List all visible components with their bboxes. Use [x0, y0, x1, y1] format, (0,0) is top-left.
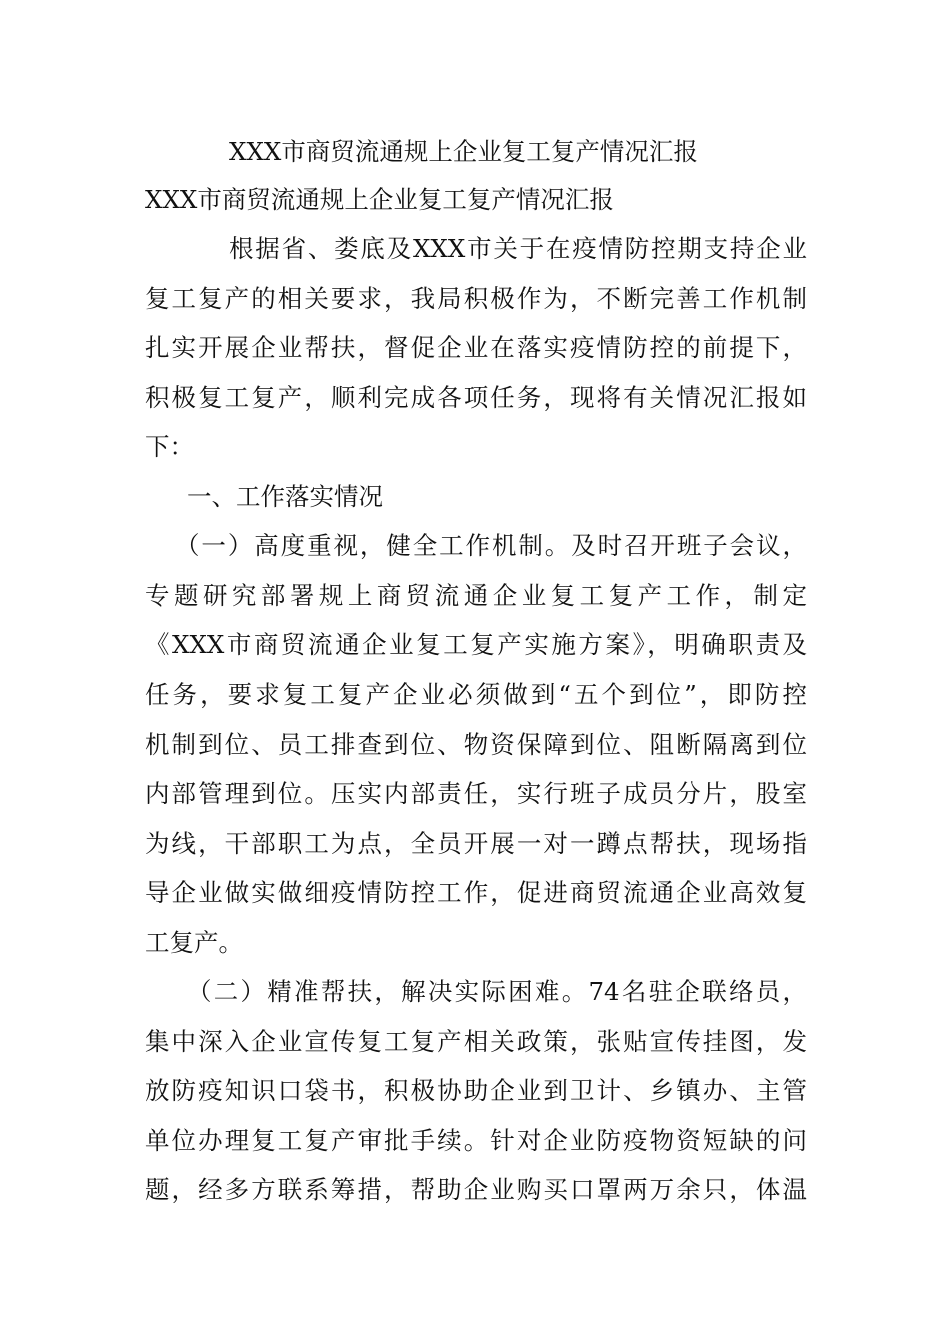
paragraph-line: （一）高度重视，健全工作机制。及时召开班子会议，: [175, 531, 807, 560]
paragraph-line: 机制到位、员工排查到位、物资保障到位、阻断隔离到位: [145, 730, 807, 759]
paragraph-line: 下：: [145, 432, 194, 461]
paragraph-line: 根据省、娄底及XXX市关于在疫情防控期支持企业: [229, 234, 807, 263]
paragraph-line: 专题研究部署规上商贸流通企业复工复产工作，制定: [145, 581, 807, 610]
paragraph-line: 集中深入企业宣传复工复产相关政策，张贴宣传挂图，发: [145, 1027, 807, 1056]
paragraph-line: 内部管理到位。压实内部责任，实行班子成员分片，股室: [145, 779, 807, 808]
paragraph-line: 工复产。: [145, 928, 243, 957]
paragraph-line: 扎实开展企业帮扶，督促企业在落实疫情防控的前提下，: [145, 333, 807, 362]
paragraph-line: 放防疫知识口袋书，积极协助企业到卫计、乡镇办、主管: [145, 1076, 807, 1105]
document-subtitle: XXX市商贸流通规上企业复工复产情况汇报: [145, 185, 614, 214]
paragraph-line: （二）精准帮扶，解决实际困难。74名驻企联络员，: [187, 977, 807, 1006]
section-heading: 一、工作落实情况: [187, 482, 383, 511]
paragraph-line: 复工复产的相关要求，我局积极作为，不断完善工作机制: [145, 284, 807, 313]
paragraph-line: 导企业做实做细疫情防控工作，促进商贸流通企业高效复: [145, 878, 807, 907]
paragraph-line: 任务，要求复工复产企业必须做到“五个到位”，即防控: [145, 680, 807, 709]
paragraph-line: 积极复工复产，顺利完成各项任务，现将有关情况汇报如: [145, 383, 807, 412]
paragraph-line: 题，经多方联系筹措，帮助企业购买口罩两万余只，体温: [145, 1175, 807, 1204]
paragraph-line: 单位办理复工复产审批手续。针对企业防疫物资短缺的问: [145, 1126, 807, 1155]
paragraph-line: 《XXX市商贸流通企业复工复产实施方案》，明确职责及: [145, 630, 807, 659]
document-title: XXX市商贸流通规上企业复工复产情况汇报: [229, 137, 698, 166]
paragraph-line: 为线，干部职工为点，全员开展一对一蹲点帮扶，现场指: [145, 829, 807, 858]
